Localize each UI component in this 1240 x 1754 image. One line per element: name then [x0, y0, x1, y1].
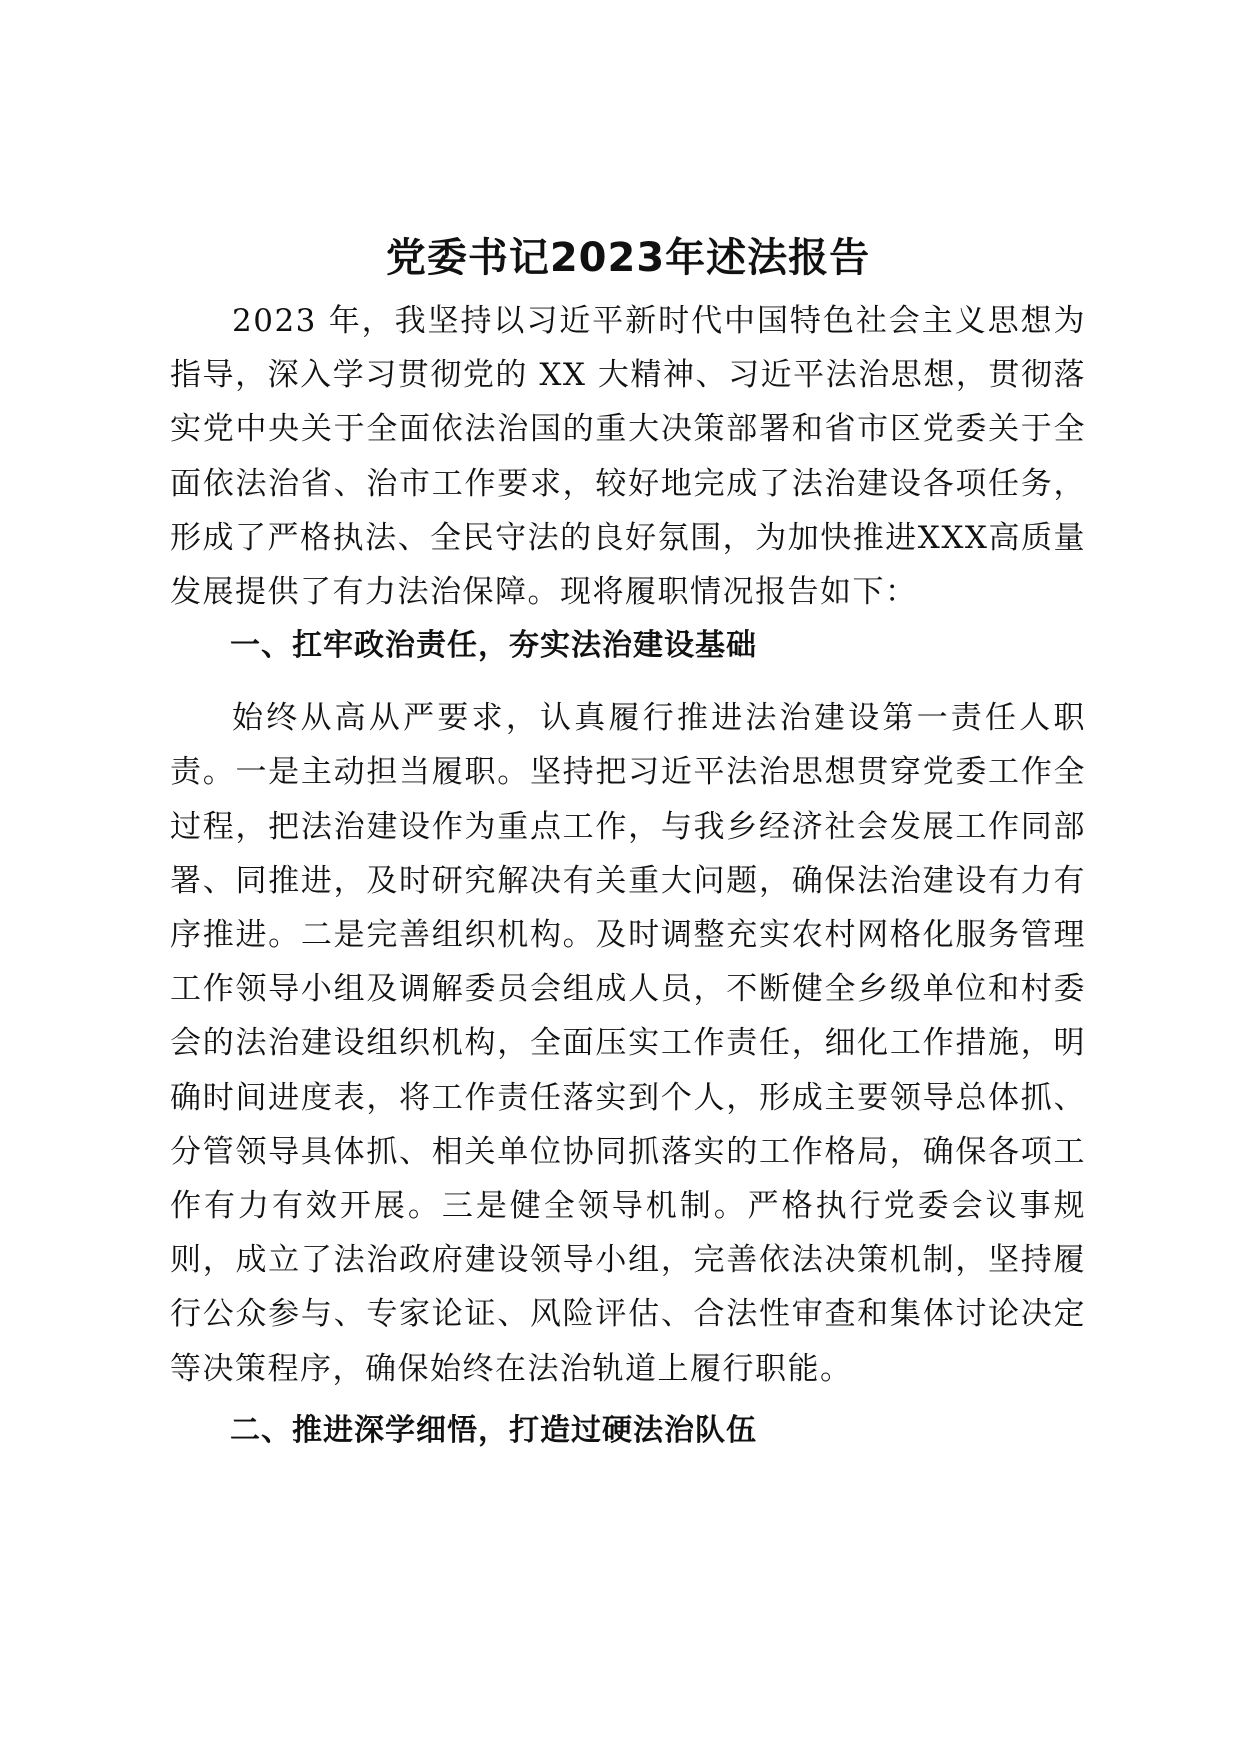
- section-1-paragraph: 始终从高从严要求，认真履行推进法治建设第一责任人职责。一是主动担当履职。坚持把习近平法治思想贯穿党委工作全过程，把法治建设作为重点工作，与我乡经济社会发展工作同部署、同推进，及时研究解决有关重大问题，确保法治建设有力有序推进。二是完善组织机构。及时调整充实农村网格化服务管理工作领导小组及调解委员会组成人员，不断健全乡级单位和村委会的法治建设组织机构，全面压实工作责任，细化工作措施，明确时间进度表，将工作责任落实到个人，形成主要领导总体抓、分管领导具体抓、相关单位协同抓落实的工作格局，确保各项工作有力有效开展。三是健全领导机制。严格执行党委会议事规则，成立了法治政府建设领导小组，完善依法决策机制，坚持履行公众参与、专家论证、风险评估、合法性审查和集体讨论决定等决策程序，确保始终在法治轨道上履行职能。: [170, 700, 1086, 1387]
- section-2-heading: 二、推进深学细悟，打造过硬法治队伍: [230, 1412, 757, 1448]
- document-body: [170, 222, 1086, 1458]
- section-1-heading: 一、扛牢政治责任，夯实法治建设基础: [230, 628, 757, 664]
- intro-paragraph: 2023 年，我坚持以习近平新时代中国特色社会主义思想为指导，深入学习贯彻党的 XX 大精神、习近平法治思想，贯彻落实党中央关于全面依法治国的重大决策部署和省市区党委关于全面依法治省、治市工作要求，较好地完成了法治建设各项任务，形成了严格执法、全民守法的良好氛围，为加快推进XXX高质量发展提供了有力法治保障。现将履职情况报告如下：: [170, 303, 1086, 611]
- document-title: 党委书记2023年述法报告: [385, 235, 871, 281]
